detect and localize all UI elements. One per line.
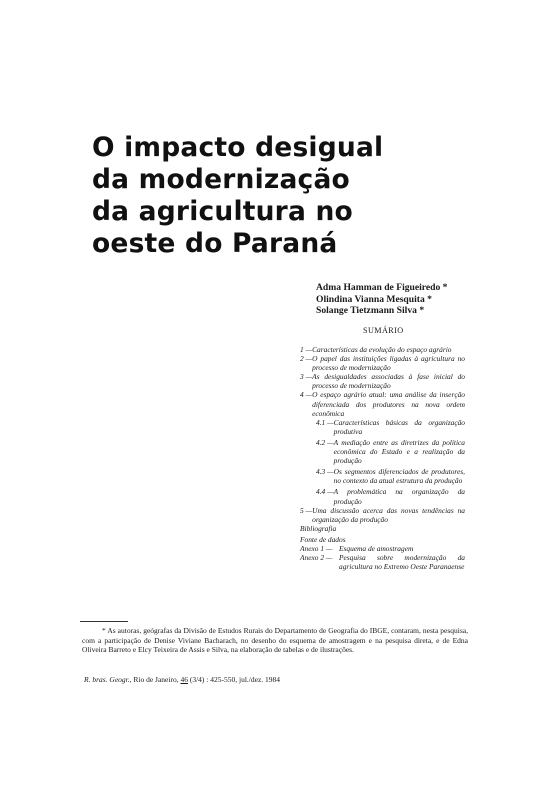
toc-number: 3 —: [300, 372, 313, 382]
toc-subitem: [316, 418, 465, 436]
title-line: oeste do Paraná: [92, 228, 338, 259]
toc-number: 4.3 —: [316, 467, 334, 477]
toc-number: 4.1 —: [316, 417, 334, 427]
toc-text: Uma discussão acerca das novas tendências na organização da produção: [312, 505, 465, 524]
toc-item: [300, 390, 465, 417]
toc-data-sources: Fonte de dados: [300, 534, 346, 544]
citation-volume: 46: [180, 675, 188, 684]
journal-name: R. bras. Geogr.,: [84, 675, 132, 684]
toc-text: O espaço agrário atual: uma análise da inserção diferenciada dos produtores na nova ordem econômica: [312, 390, 465, 418]
annex-label: Anexo 2 —: [300, 553, 333, 563]
footnote-rule: [80, 621, 128, 622]
toc-annex: [300, 553, 465, 571]
toc-item: [300, 345, 465, 354]
author-list: [316, 282, 447, 317]
toc-number: 4.2 —: [316, 437, 334, 447]
toc-annex: [300, 544, 465, 553]
article-title: [92, 132, 383, 260]
toc-bibliography: Bibliografia: [300, 523, 337, 533]
toc-number: 5 —: [300, 505, 313, 515]
toc-item: [300, 354, 465, 372]
summary-heading: SUMÁRIO: [363, 326, 404, 335]
title-line: O impacto desigual: [92, 132, 384, 163]
citation-pages: (3/4) : 425-550, jul./dez. 1984: [187, 675, 281, 684]
toc-text: A mediação entre as diretrizes da política econômica do Estado e a realização da produção: [333, 437, 465, 466]
toc-number: 4 —: [300, 390, 313, 400]
toc-subitem: [316, 487, 465, 505]
toc-number: 4.4 —: [316, 487, 334, 497]
annex-text: Pesquisa sobre modernização da agricultura no Extremo Oeste Paranaense: [339, 553, 465, 572]
toc-item: [300, 506, 465, 524]
toc-text: Características básicas da organização produtiva: [333, 417, 465, 436]
author-name: Solange Tietzmann Silva *: [316, 305, 425, 316]
title-line: da agricultura no: [92, 196, 353, 227]
toc-text: As desigualdades associadas à fase inicial do processo de modernização: [312, 372, 465, 391]
annex-text: Esquema de amostragem: [339, 543, 414, 553]
toc-subitem: [316, 438, 465, 465]
toc-number: 1 —: [300, 345, 313, 354]
annex-label: Anexo 1 —: [300, 543, 333, 553]
title-line: da modernização: [92, 164, 350, 195]
citation-place: Rio de Janeiro,: [131, 675, 181, 684]
author-footnote: * As autoras, geógrafas da Divisão de Estudos Rurais do Departamento de Geografia do IBGE, contaram, nesta pesquisa, com a participação de Denise Viviane Bacharach, no desenho do esquema de amostragem e na pesquisa direta, e de Edna Oliveira Barreto e Elcy Teixeira de Assis e Silva, na elaboração de tabelas e de ilustrações.: [82, 626, 468, 655]
toc-subitem: [316, 467, 465, 485]
journal-citation: [84, 675, 280, 684]
author-name: Adma Hamman de Figueiredo *: [316, 282, 448, 293]
toc-text: O papel das instituições ligadas à agricultura no processo de modernização: [312, 354, 465, 373]
toc-text: Os segmentos diferenciados de produtores, no contexto da atual estrutura da produção: [333, 467, 465, 486]
table-of-contents: [300, 345, 465, 571]
toc-item: [300, 372, 465, 390]
toc-text: A problemática na organização da produção: [333, 487, 465, 506]
toc-number: 2 —: [300, 354, 313, 364]
author-name: Olindina Vianna Mesquita *: [316, 293, 432, 305]
toc-text: Características da evolução do espaço agrário: [312, 345, 452, 354]
